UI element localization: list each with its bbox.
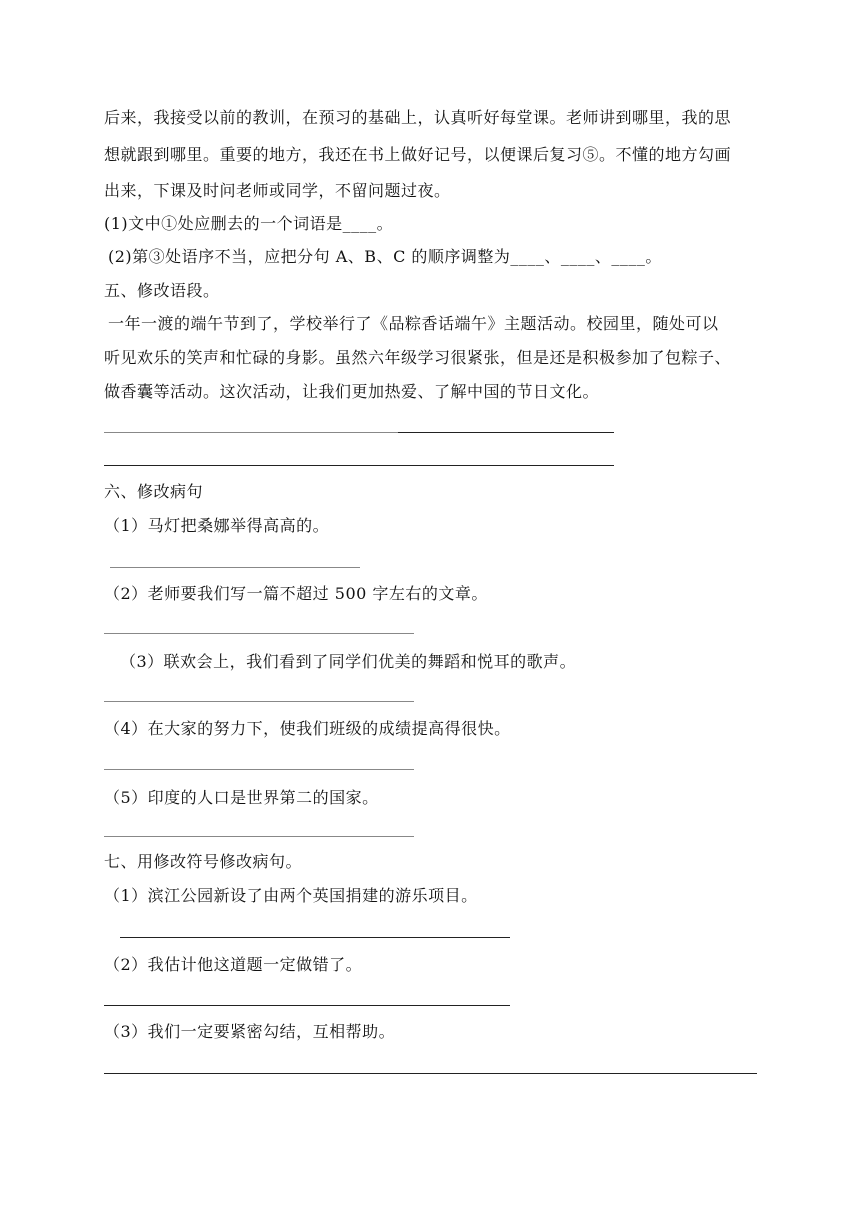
answer-line[interactable] [104,836,414,837]
section-5-text: 做香囊等活动。这次活动，让我们更加热爱、了解中国的节日文化。 [104,382,600,401]
section-6-item: （4）在大家的努力下，使我们班级的成绩提高得很快。 [104,719,511,738]
answer-line[interactable] [104,633,414,634]
answer-line[interactable] [104,465,614,466]
passage-line: 想就跟到哪里。重要的地方，我还在书上做好记号，以便课后复习⑤。不懂的地方勾画 [104,145,732,164]
section-7-title: 七、用修改符号修改病句。 [104,852,303,871]
section-5-text: 听见欢乐的笑声和忙碌的身影。虽然六年级学习很紧张，但是还是积极参加了包粽子、 [104,348,732,367]
section-6-title: 六、修改病句 [104,482,204,501]
answer-line[interactable] [104,432,398,433]
answer-line[interactable] [104,701,414,702]
answer-line[interactable] [110,567,360,568]
passage-line: 后来，我接受以前的教训，在预习的基础上，认真听好每堂课。老师讲到哪里，我的思 [104,108,732,127]
section-5-title: 五、修改语段。 [104,281,220,300]
section-7-item: （1）滨江公园新设了由两个英国捐建的游乐项目。 [104,886,478,905]
question-2: (2)第③处语序不当，应把分句 A、B、C 的顺序调整为____、____、____。 [108,247,662,266]
section-6-item: （5）印度的人口是世界第二的国家。 [104,788,379,807]
passage-line: 出来，下课及时问老师或同学，不留问题过夜。 [104,181,451,200]
section-7-item: （3）我们一定要紧密勾结，互相帮助。 [104,1022,396,1041]
answer-line[interactable] [398,432,614,433]
question-1: (1)文中①处应删去的一个词语是____。 [104,214,394,233]
section-6-item: （1）马灯把桑娜举得高高的。 [104,516,330,535]
section-6-item: （3）联欢会上，我们看到了同学们优美的舞蹈和悦耳的歌声。 [120,652,577,671]
answer-line[interactable] [104,769,414,770]
section-6-item: （2）老师要我们写一篇不超过 500 字左右的文章。 [104,584,488,603]
answer-line[interactable] [120,937,510,938]
answer-line[interactable] [104,1005,510,1006]
answer-line[interactable] [104,1073,757,1074]
section-7-item: （2）我估计他这道题一定做错了。 [104,955,363,974]
section-5-text: 一年一渡的端午节到了，学校举行了《品粽香话端午》主题活动。校园里，随处可以 [108,314,719,333]
